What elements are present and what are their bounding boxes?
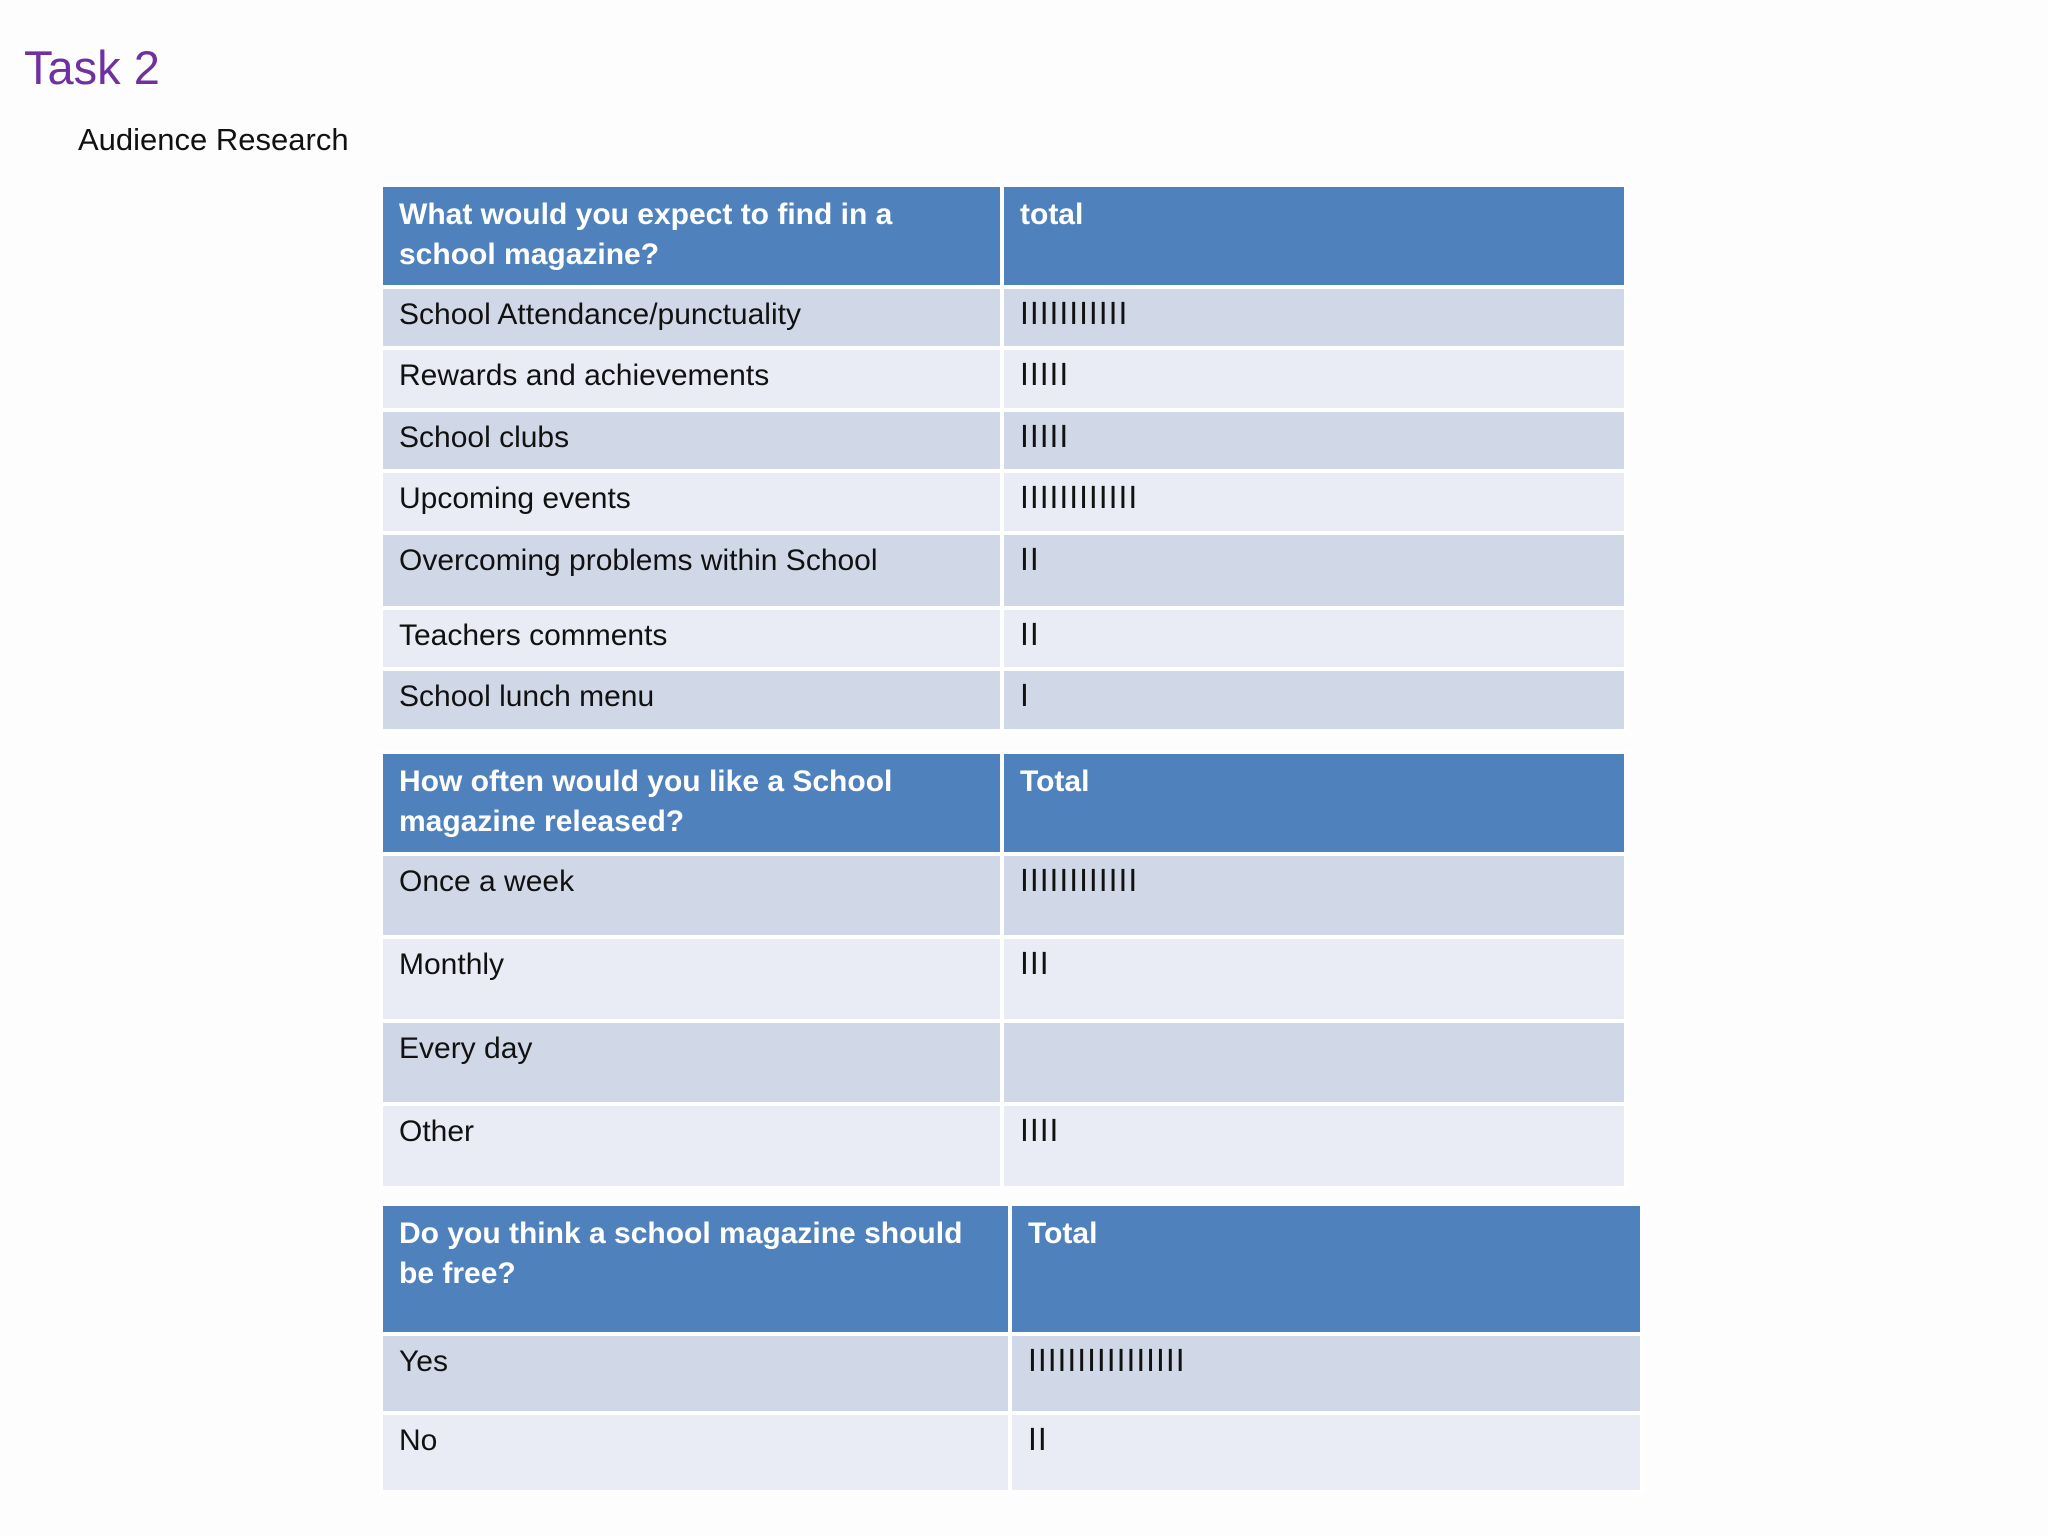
row-tally: IIIII bbox=[1002, 348, 1626, 410]
row-label: Every day bbox=[381, 1021, 1002, 1104]
row-tally: I bbox=[1002, 669, 1626, 731]
table-row bbox=[381, 410, 1626, 471]
row-label: Once a week bbox=[381, 854, 1002, 937]
row-label: Teachers comments bbox=[381, 608, 1002, 669]
row-label: No bbox=[381, 1413, 1010, 1492]
question-header: What would you expect to find in a school magazine? bbox=[381, 185, 1002, 287]
question-header: How often would you like a School magazine released? bbox=[381, 752, 1002, 854]
row-tally: II bbox=[1002, 608, 1626, 669]
table-row bbox=[381, 937, 1626, 1021]
row-label: School lunch menu bbox=[381, 669, 1002, 731]
row-label: School clubs bbox=[381, 410, 1002, 471]
row-label: Monthly bbox=[381, 937, 1002, 1021]
release-frequency-table bbox=[379, 750, 1628, 1190]
row-label: Upcoming events bbox=[381, 471, 1002, 533]
row-label: Rewards and achievements bbox=[381, 348, 1002, 410]
row-tally: IIIIIIIIIIII bbox=[1002, 471, 1626, 533]
row-label: Overcoming problems within School bbox=[381, 533, 1002, 608]
row-label: Other bbox=[381, 1104, 1002, 1188]
table-row bbox=[381, 669, 1626, 731]
content-expectations-table bbox=[379, 183, 1628, 733]
table-header-row bbox=[381, 752, 1626, 854]
row-tally: II bbox=[1002, 533, 1626, 608]
slide-title: Task 2 bbox=[24, 41, 160, 94]
total-header: total bbox=[1002, 185, 1626, 287]
row-tally: IIIIIIIIIIII bbox=[1002, 854, 1626, 937]
table-row bbox=[381, 533, 1626, 608]
row-tally: IIIIIIIIIII bbox=[1002, 287, 1626, 348]
table-row bbox=[381, 1334, 1642, 1413]
row-label: School Attendance/punctuality bbox=[381, 287, 1002, 348]
table-header-row bbox=[381, 1204, 1642, 1334]
table-row bbox=[381, 1021, 1626, 1104]
table-row bbox=[381, 471, 1626, 533]
row-tally bbox=[1002, 1021, 1626, 1104]
table-row bbox=[381, 1413, 1642, 1492]
table-row bbox=[381, 608, 1626, 669]
question-header: Do you think a school magazine should be free? bbox=[381, 1204, 1010, 1334]
table-header-row bbox=[381, 185, 1626, 287]
free-magazine-table bbox=[379, 1202, 1644, 1494]
row-tally: IIII bbox=[1002, 1104, 1626, 1188]
table-row bbox=[381, 1104, 1626, 1188]
row-tally: IIIIIIIIIIIIIIII bbox=[1010, 1334, 1642, 1413]
table-row bbox=[381, 287, 1626, 348]
slide-subtitle: Audience Research bbox=[78, 122, 349, 157]
row-label: Yes bbox=[381, 1334, 1010, 1413]
row-tally: IIIII bbox=[1002, 410, 1626, 471]
row-tally: II bbox=[1010, 1413, 1642, 1492]
total-header: Total bbox=[1010, 1204, 1642, 1334]
total-header: Total bbox=[1002, 752, 1626, 854]
row-tally: III bbox=[1002, 937, 1626, 1021]
table-row bbox=[381, 348, 1626, 410]
table-row bbox=[381, 854, 1626, 937]
